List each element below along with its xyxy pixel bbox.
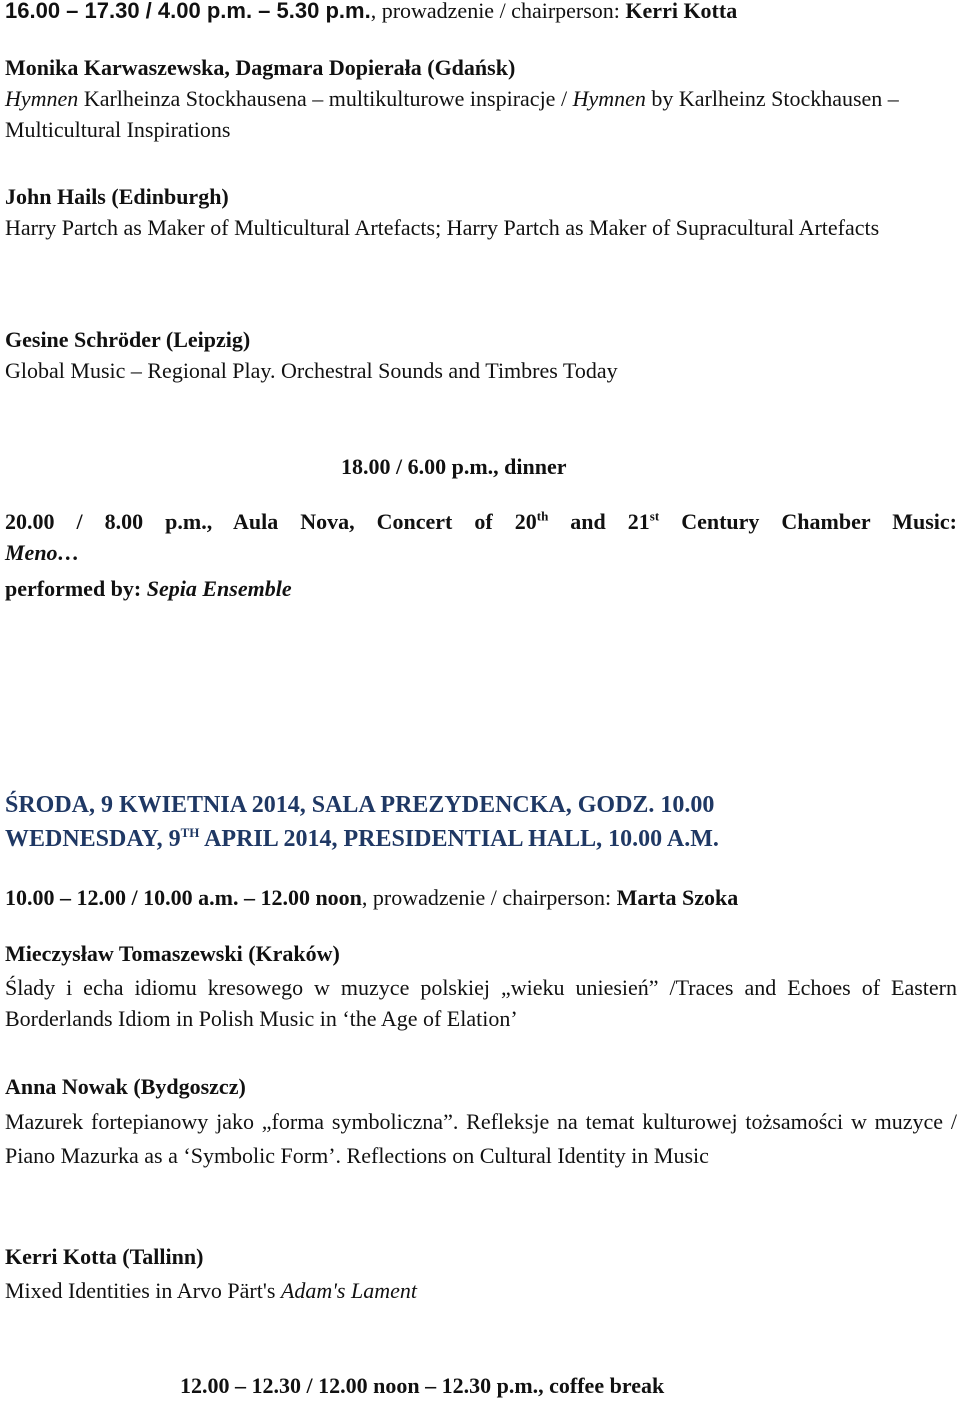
day-heading-text: WEDNESDAY, 9 [5, 826, 181, 852]
session-chair-name: Kerri Kotta [625, 0, 738, 23]
talk-title: Ślady i echa idiomu kresowego w muzyce polskiej „wieku uniesień” /Traces and Echoes of Eastern Borderlands Idiom in Polish Music in ‘the Age of Elation’ [5, 975, 957, 1031]
talk-speaker: Gesine Schröder (Leipzig) [5, 327, 251, 352]
talk-title [5, 1275, 957, 1306]
session-header [5, 882, 957, 913]
talk-entry [5, 52, 957, 145]
talk-speaker: Kerri Kotta (Tallinn) [5, 1244, 204, 1269]
talk-entry [5, 1241, 957, 1306]
talk-speaker: John Hails (Edinburgh) [5, 184, 229, 209]
dinner-entry: 18.00 / 6.00 p.m., dinner [341, 454, 567, 479]
title-text: Karlheinza Stockhausena – multikulturowe inspiracje / [78, 86, 573, 111]
title-italic: Hymnen [5, 86, 79, 111]
talk-title [5, 83, 957, 145]
concert-text: and 21 [548, 509, 650, 534]
session-time: 16.00 – 17.30 / 4.00 p.m. – 5.30 p.m. [5, 0, 371, 23]
concert-entry [5, 506, 957, 604]
concert-text: Century Chamber Music: [659, 509, 958, 534]
concert-line [5, 506, 957, 537]
talk-entry [5, 324, 957, 386]
title-text: by Karlheinz Stockhausen – Multicultural Inspirations [5, 86, 899, 142]
title-text: Mixed Identities in Arvo Pärt's [5, 1278, 281, 1303]
session-chair-name: Marta Szoka [616, 885, 739, 910]
talk-title: Harry Partch as Maker of Multicultural Artefacts; Harry Partch as Maker of Supracultural Artefacts [5, 215, 880, 240]
concert-text: 20.00 / 8.00 p.m., Aula Nova, Concert of 20 [5, 509, 537, 534]
concert-title: Meno… [5, 540, 80, 565]
talk-entry [5, 181, 957, 243]
session-header [5, 0, 957, 26]
day-heading-polish: ŚRODA, 9 KWIETNIA 2014, SALA PREZYDENCKA, GODZ. 10.00 [5, 792, 715, 818]
coffee-break-entry: 12.00 – 12.30 / 12.00 noon – 12.30 p.m., coffee break [180, 1373, 665, 1398]
ensemble-name: Sepia Ensemble [146, 576, 292, 601]
talk-entry [5, 1071, 957, 1173]
talk-speaker: Mieczysław Tomaszewski (Kraków) [5, 941, 340, 966]
day-heading-sup: TH [180, 825, 200, 840]
performed-label: performed by: [5, 576, 147, 601]
talk-title: Mazurek fortepianowy jako „forma symboliczna”. Refleksje na temat kulturowej tożsamości w muzyce / Piano Mazurka as a ‘Symbolic Form’. Reflections on Cultural Identity in Music [5, 1109, 957, 1168]
session-time: 10.00 – 12.00 / 10.00 a.m. – 12.00 noon [5, 885, 362, 910]
session-chair-prefix: , prowadzenie / chairperson: [361, 885, 617, 910]
title-italic: Adam's Lament [280, 1278, 417, 1303]
day-heading-text: APRIL 2014, PRESIDENTIAL HALL, 10.00 A.M. [199, 826, 719, 852]
day-heading [5, 788, 957, 856]
talk-speaker: Anna Nowak (Bydgoszcz) [5, 1074, 246, 1099]
concert-sup: st [649, 508, 660, 524]
session-chair-prefix: , prowadzenie / chairperson: [370, 0, 626, 23]
concert-sup: th [536, 508, 549, 524]
concert-performers [5, 573, 957, 604]
day-heading-english [5, 822, 957, 856]
talk-title: Global Music – Regional Play. Orchestral Sounds and Timbres Today [5, 358, 618, 383]
talk-speaker: Monika Karwaszewska, Dagmara Dopierała (Gdańsk) [5, 55, 516, 80]
talk-entry [5, 938, 957, 1034]
title-italic: Hymnen [572, 86, 646, 111]
